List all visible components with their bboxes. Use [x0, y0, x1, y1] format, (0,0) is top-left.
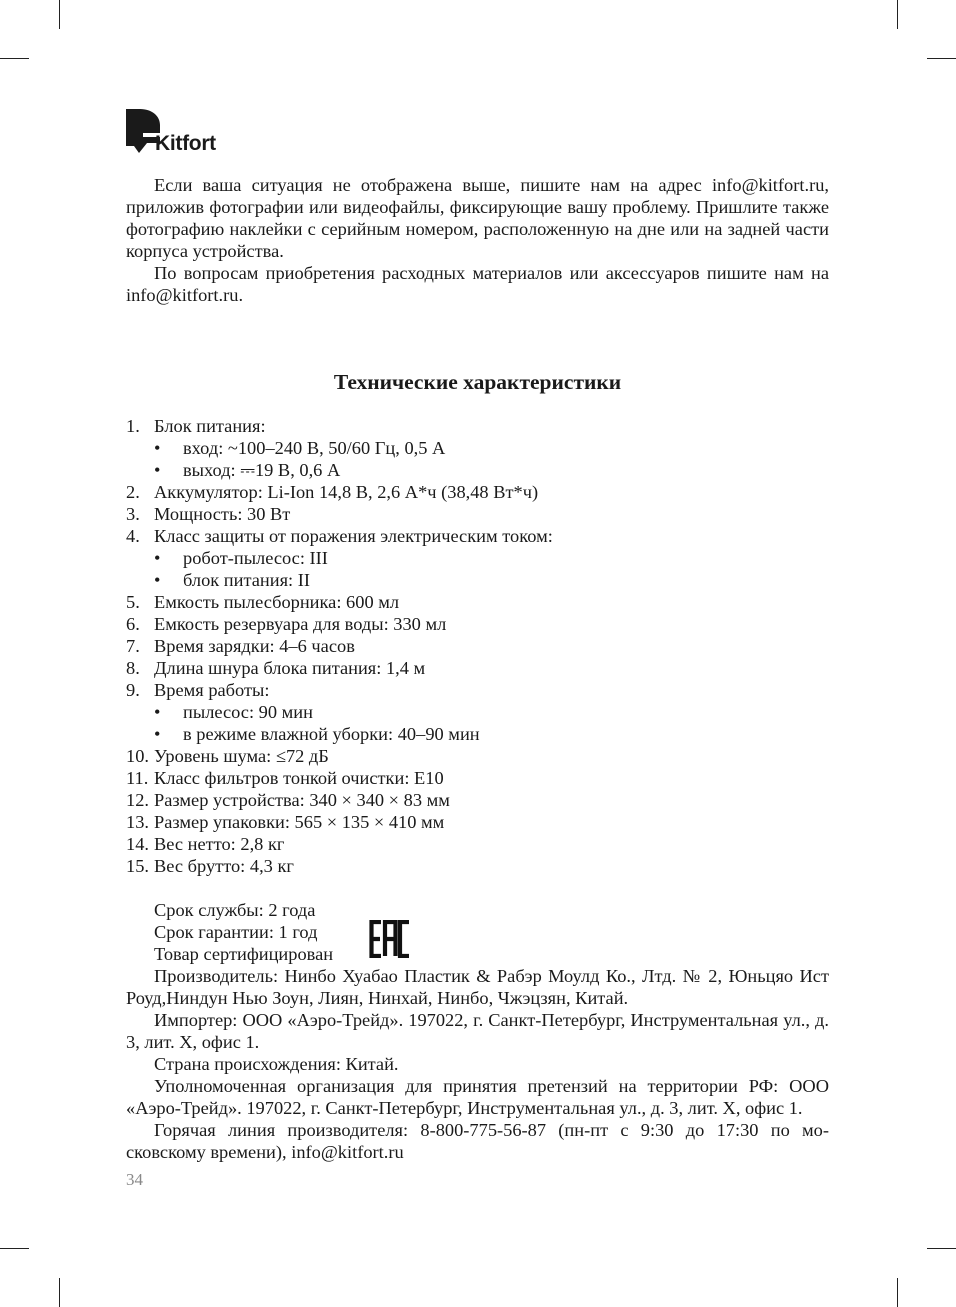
warranty-period: Срок гарантии: 1 год — [154, 922, 318, 942]
specs-title: Технические характеристики — [333, 370, 622, 394]
service-info — [154, 899, 333, 965]
importer-info: Импортер: ООО «Аэро-Трейд». 197022, г. Санкт-Петербург, Инструментальная ул., д. 3, лит. Х, офис 1. — [126, 1010, 829, 1052]
country-of-origin: Страна происхождения: Китай. — [154, 1054, 399, 1074]
spec-item: 7. Время зарядки: 4–6 часов — [126, 636, 355, 656]
spec-subitem: • в режиме влажной уборки: 40–90 мин — [154, 724, 480, 744]
spec-item: 11. Класс фильтров тонкой очистки: Е10 — [126, 768, 444, 788]
spec-subitem: • робот-пылесос: III — [154, 548, 328, 568]
page-number: 34 — [126, 1170, 143, 1189]
crop-mark-top-right-h — [927, 58, 956, 59]
spec-subitem: • блок питания: II — [154, 570, 311, 590]
crop-mark-bottom-left-h — [0, 1248, 29, 1249]
crop-mark-bottom-left-v — [59, 1278, 60, 1307]
spec-list — [126, 415, 829, 877]
certification-note: Товар сертифицирован — [154, 944, 334, 964]
spec-item: 2. Аккумулятор: Li-Ion 14,8 В, 2,6 А*ч (38,48 Вт*ч) — [126, 482, 539, 502]
spec-item: 3. Мощность: 30 Вт — [126, 504, 291, 524]
spec-item: 12. Размер устройства: 340 × 340 × 83 мм — [126, 790, 450, 810]
service-life: Срок службы: 2 года — [154, 900, 316, 920]
manufacturer-hotline: Горячая линия производителя: 8-800-775-56-87 (пн-пт с 9:30 до 17:30 по мо- сковскому времени), info@kitfort.ru — [126, 1120, 829, 1162]
spec-item: 4. Класс защиты от поражения электрическим током: — [126, 526, 553, 546]
spec-item: 15. Вес брутто: 4,3 кг — [126, 856, 294, 876]
crop-mark-bottom-right-h — [927, 1248, 956, 1249]
spec-subitem: • выход: ⎓19 В, 0,6 А — [154, 460, 341, 480]
spec-item: 6. Емкость резервуара для воды: 330 мл — [126, 614, 447, 634]
crop-mark-top-left-h — [0, 58, 29, 59]
spec-item: 14. Вес нетто: 2,8 кг — [126, 834, 285, 854]
spec-item: 9. Время работы: — [126, 680, 270, 700]
authorized-organization: Уполномоченная организация для принятия претензий на территории РФ: ООО «Аэро-Трейд». 197022, г. Санкт-Петербург, Инструментальная ул., д. 3, лит. Х, офис 1. — [126, 1076, 829, 1118]
intro-paragraph-2: По вопросам приобретения расходных материалов или аксессуаров пишите нам на info@kitfort.ru. — [126, 263, 829, 305]
brand-name: Kitfort — [155, 132, 216, 155]
crop-mark-top-left-v — [59, 0, 60, 29]
spec-item: 13. Размер упаковки: 565 × 135 × 410 мм — [126, 812, 445, 832]
spec-item: 10. Уровень шума: ≤72 дБ — [126, 746, 329, 766]
spec-item: 1. Блок питания: — [126, 416, 266, 436]
spec-item: 8. Длина шнура блока питания: 1,4 м — [126, 658, 426, 678]
spec-subitem: • пылесос: 90 мин — [154, 702, 313, 722]
manufacturer-info: Производитель: Нинбо Хуабао Пластик & Рабэр Моулд Ко., Лтд. № 2, Юньцяо Ист Роуд,Ниндун Нью Зоун, Лиян, Нинхай, Нинбо, Чжэцзян, Китай. — [126, 966, 829, 1008]
intro-paragraph-1: Если ваша ситуация не отображена выше, пишите нам на адрес info@kitfort.ru, приложив фотографии или видеофайлы, фиксирующие вашу проблему. Пришлите также фотографию наклейки с серийным номером, расположенную на дне или на задней части корпуса устройства. — [126, 175, 829, 261]
eac-certification-icon — [369, 920, 411, 958]
spec-item: 5. Емкость пылесборника: 600 мл — [126, 592, 400, 612]
crop-mark-top-right-v — [897, 0, 898, 29]
crop-mark-bottom-right-v — [897, 1278, 898, 1307]
spec-subitem: • вход: ~100–240 В, 50/60 Гц, 0,5 А — [154, 438, 446, 458]
